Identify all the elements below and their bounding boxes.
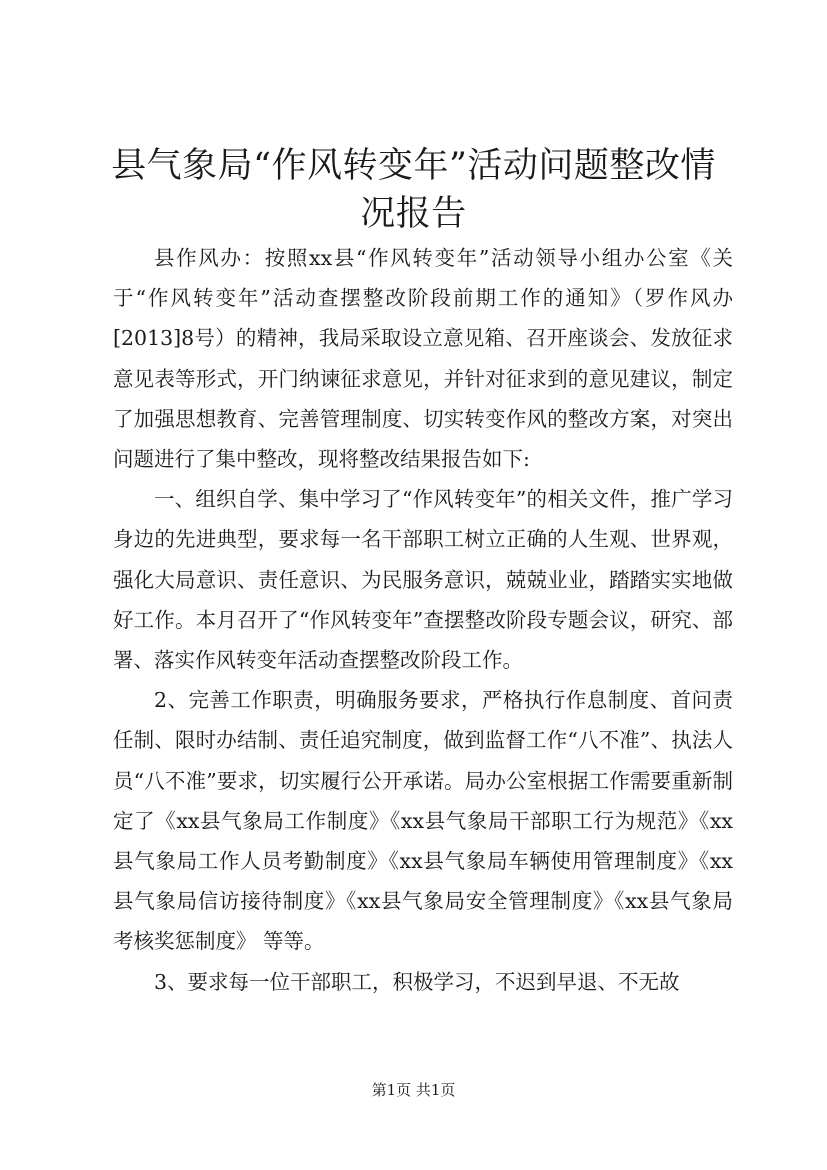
document-title: 县气象局“作风转变年”活动问题整改情况报告 <box>111 146 716 234</box>
page-number-footer: 第1页 共1页 <box>371 1081 456 1099</box>
paragraph-intro: 县作风办：按照xx县“作风转变年”活动领导小组办公室《关于“作风转变年”活动查摆整改阶段前期工作的通知》（罗作风办[2013]8号）的精神，我局采取设立意见箱、召开座谈会、发放征求意见表等形式，开门纳谏征求意见，并针对征求到的意见建议，制定了加强思想教育、完善管理制度、切实转变作风的整改方案，对突出问题进行了集中整改，现将整改结果报告如下: <box>113 246 733 472</box>
paragraph-item-3: 3、要求每一位干部职工，积极学习，不迟到早退、不无故 <box>154 969 680 994</box>
paragraph-item-1: 一、组织自学、集中学习了“作风转变年”的相关文件，推广学习身边的先进典型，要求每一名干部职工树立正确的人生观、世界观，强化大局意识、责任意识、为民服务意识，兢兢业业，踏踏实实地做好工作。本月召开了“作风转变年”查摆整改阶段专题会议，研究、部署、落实作风转变年活动查摆整改阶段工作。 <box>113 487 733 673</box>
document-body <box>113 238 733 1002</box>
paragraph-item-2: 2、完善工作职责，明确服务要求，严格执行作息制度、首问责任制、限时办结制、责任追究制度，做到监督工作“八不准”、执法人员“八不准”要求，切实履行公开承诺。局办公室根据工作需要重新制定了《xx县气象局工作制度》《xx县气象局干部职工行为规范》《xx县气象局工作人员考勤制度》《xx县气象局车辆使用管理制度》《xx县气象局信访接待制度》《xx县气象局安全管理制度》《xx县气象局考核奖惩制度》 等等。 <box>113 688 733 954</box>
